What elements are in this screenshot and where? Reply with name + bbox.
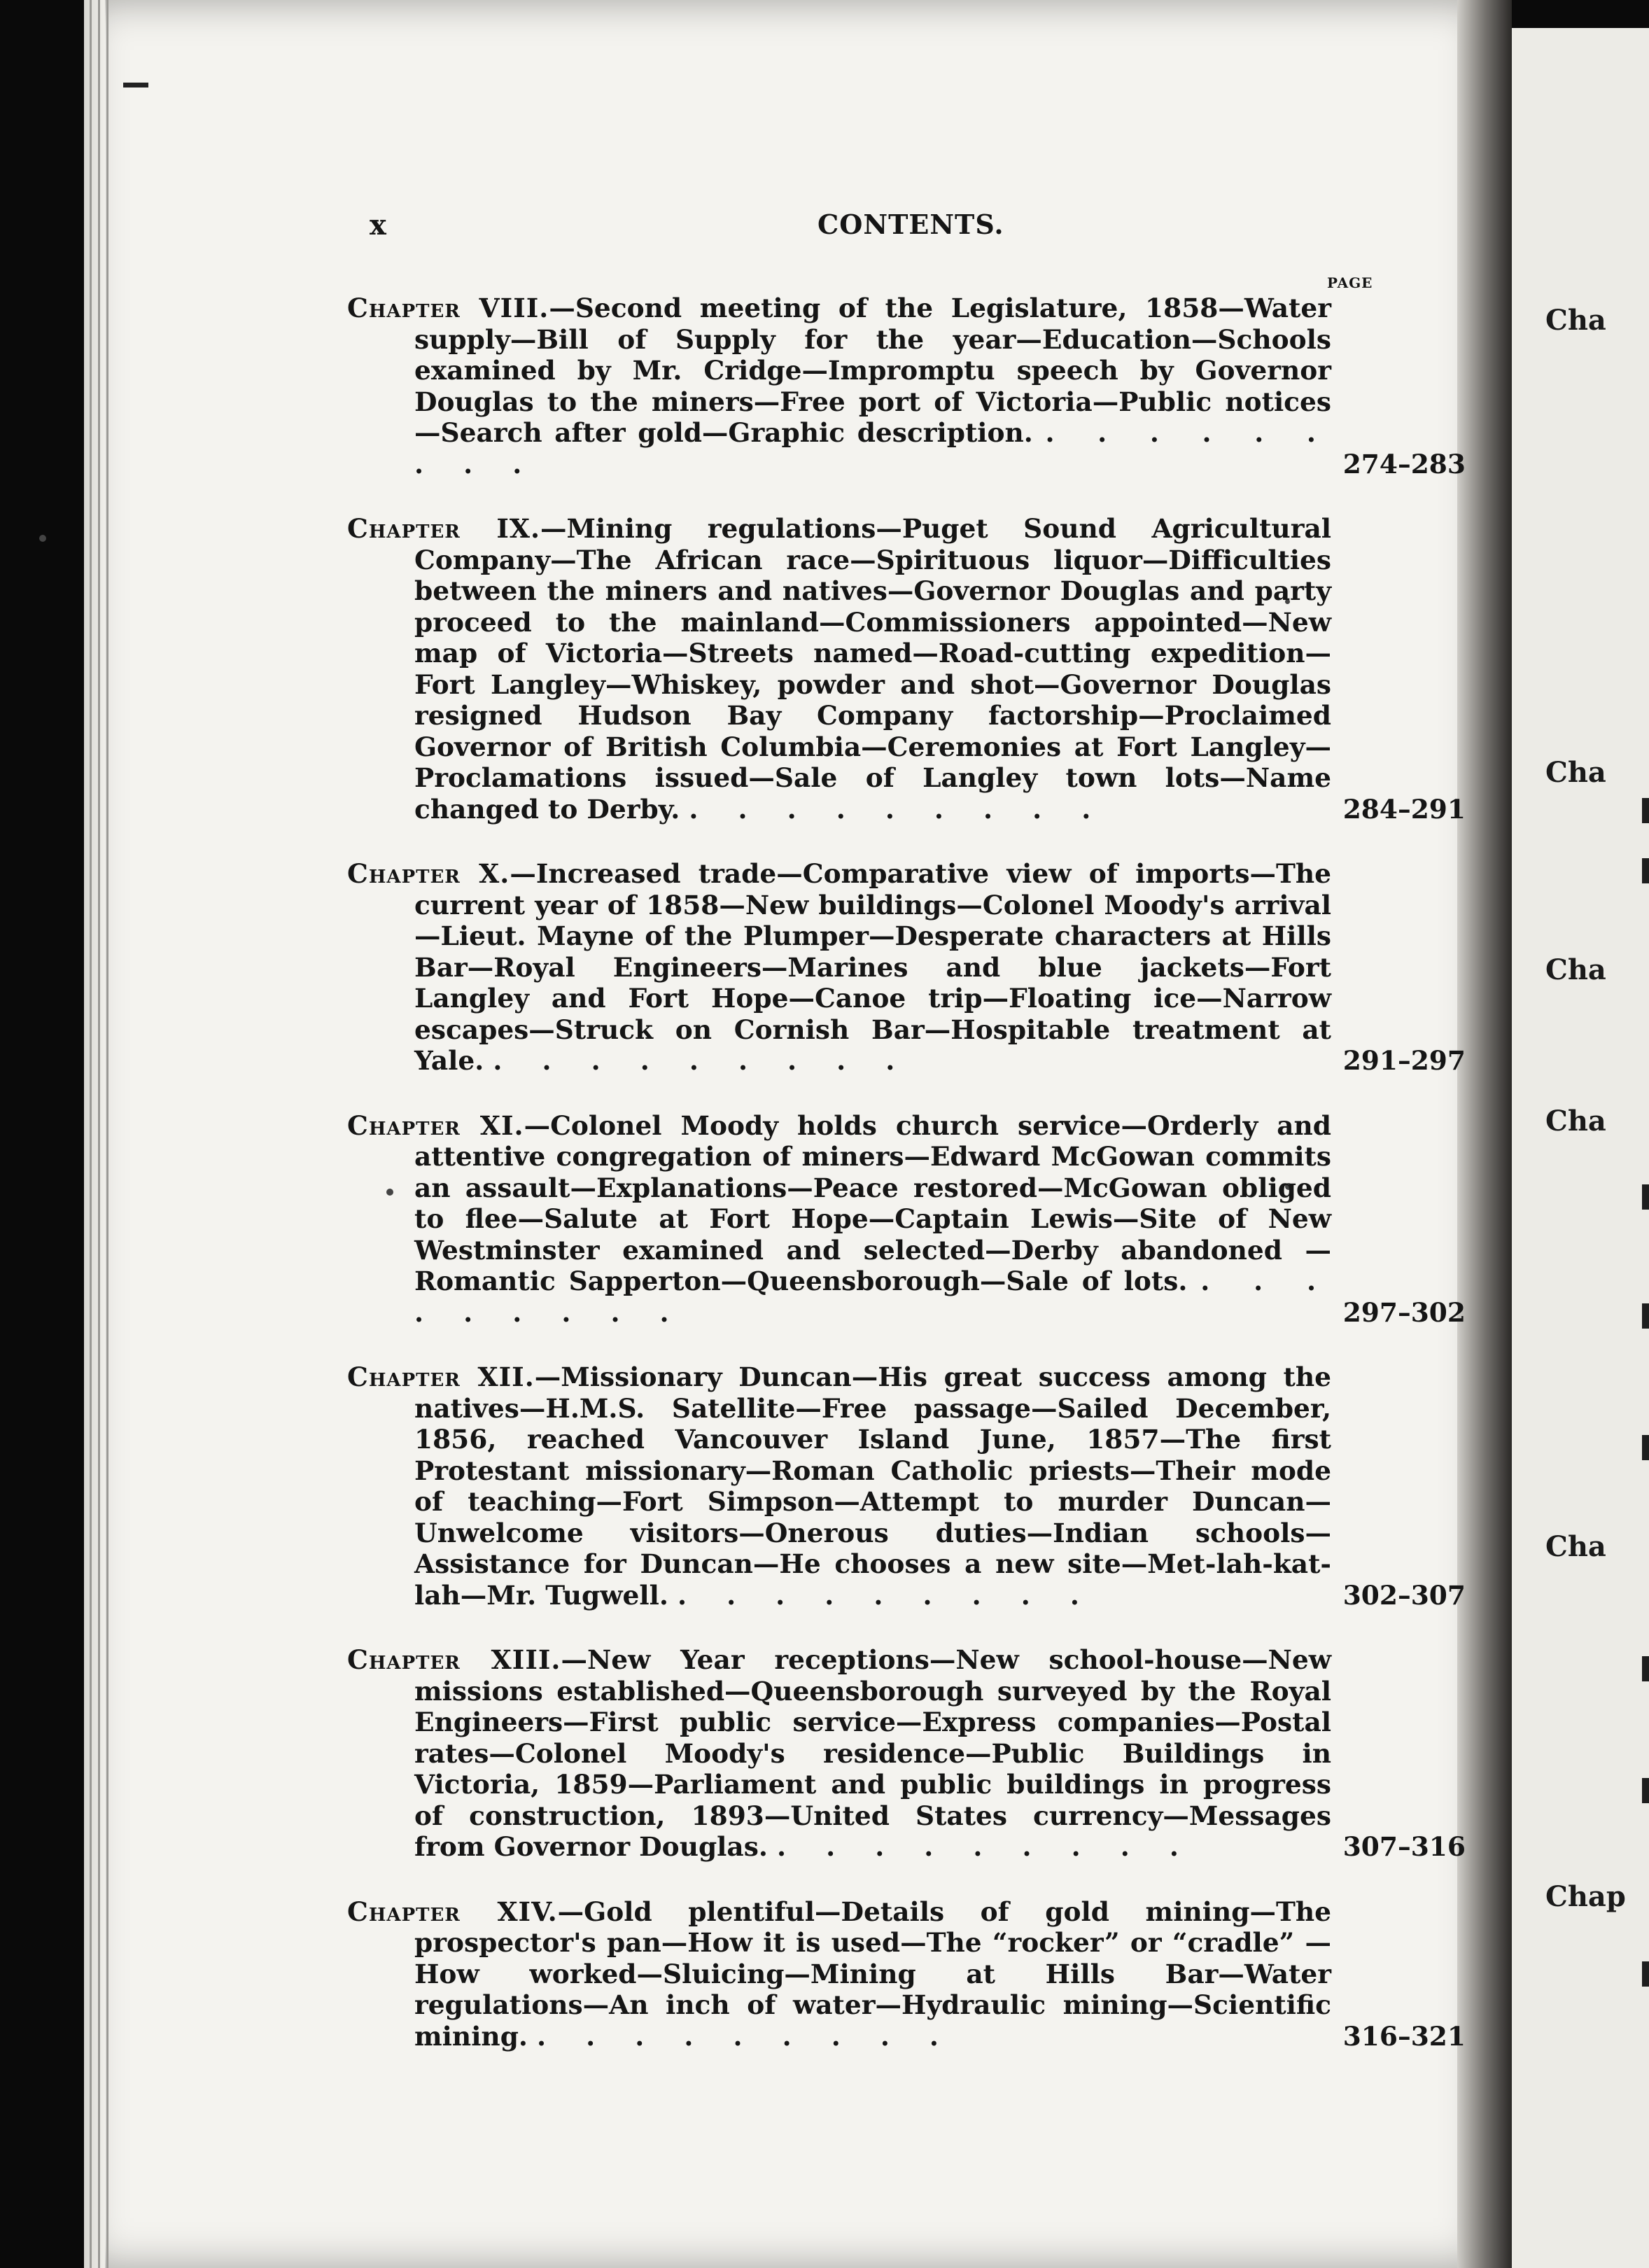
running-head <box>370 209 1279 251</box>
chapter-label: Chapter XI. <box>347 1110 524 1141</box>
chapter-summary: —Mining regulations—Puget Sound Agricultural Company—The African race—Spirituous liquor—Difficulties between the miners and natives—Governor Douglas and party proceed to the mainland—Commissioners appointed—New map of Victoria—Streets named—Road-cutting expedition—Fort Langley—Whiskey, powder and shot—Governor Douglas resigned Hudson Bay Company factorship—Proclaimed Governor of British Columbia—Ceremonies at Fort Langley—Proclamations issued—Sale of Langley town lots—Name changed to Derby. <box>414 513 1331 825</box>
facing-page-mark <box>1642 1656 1649 1681</box>
contents-entry <box>347 1644 1466 1863</box>
page-range: 284–291 <box>1342 793 1466 825</box>
facing-page-mark <box>1642 858 1649 883</box>
page-range: 316–321 <box>1342 2020 1466 2052</box>
page-edge-line <box>98 0 100 2268</box>
scan-speck <box>39 535 46 542</box>
contents-entry <box>347 858 1466 1077</box>
page-folio: x <box>370 209 386 241</box>
dot-leader: . . . . . . . . . <box>414 417 1331 479</box>
contents-list <box>347 293 1466 2085</box>
dot-leader: . . . . . . . . . <box>677 1579 1095 1611</box>
facing-page-text: Cha <box>1545 304 1606 337</box>
chapter-summary: —Missionary Duncan—His great success among the natives—H.M.S. Satellite—Free passage—Sailed December, 1856, reached Vancouver Island June, 1857—The first Protestant missionary—Roman Catholic priests—Their mode of teaching—Fort Simpson—Attempt to murder Duncan—Unwelcome visitors—Onerous duties—Indian schools—Assistance for Duncan—He chooses a new site—Met-lah-kat-lah—Mr. Tugwell. <box>414 1362 1332 1611</box>
facing-page-text: Chap <box>1545 1880 1626 1913</box>
contents-entry <box>347 513 1466 825</box>
page-edge-line <box>90 0 92 2268</box>
page-left-edge <box>84 0 105 2268</box>
chapter-label: Chapter XIII. <box>347 1644 561 1675</box>
chapter-summary: —Increased trade—Comparative view of imports—The current year of 1858—New buildings—Colonel Moody's arrival—Lieut. Mayne of the Plumper—Desperate characters at Hills Bar—Royal Engineers—Marines and blue jackets—Fort Langley and Fort Hope—Canoe trip—Floating ice—Narrow escapes—Struck on Cornish Bar—Hospitable treatment at Yale. <box>414 858 1331 1076</box>
page-range: 274–283 <box>1342 448 1466 479</box>
facing-page-mark <box>1642 1303 1649 1329</box>
dot-leader: . . . . . . . . . <box>689 793 1107 825</box>
chapter-label: Chapter IX. <box>347 513 541 544</box>
contents-entry <box>347 1362 1466 1611</box>
facing-page-text: Cha <box>1545 1105 1606 1138</box>
chapter-summary: —Second meeting of the Legislature, 1858—Water supply—Bill of Supply for the year—Education—Schools examined by Mr. Cridge—Impromptu speech by Governor Douglas to the miners—Free port of Victoria—Public notices —Search after gold—Graphic description. <box>414 293 1331 448</box>
contents-entry <box>347 1896 1466 2052</box>
facing-page-text: Cha <box>1545 1530 1606 1563</box>
chapter-summary: —New Year receptions—New school-house—New missions established—Queensborough surveyed by the Royal Engineers—First public service—Express companies—Postal rates—Colonel Moody's residence—Public Buildings in Victoria, 1859—Parliament and public buildings in progress of construction, 1893—United States currency—Messages from Governor Douglas. <box>414 1644 1331 1862</box>
chapter-summary: —Gold plentiful—Details of gold mining—The prospector's pan—How it is used—The “rocker” or “cradle” —How worked—Sluicing—Mining at Hills Bar—Water regulations—An inch of water—Hydraulic mining—Scientific mining. <box>414 1896 1331 2052</box>
facing-page-fragment <box>1512 28 1649 2268</box>
dot-leader: . . . . . . . . . <box>537 2020 954 2052</box>
margin-mark <box>123 83 148 88</box>
page-column-label: PAGE <box>1327 274 1373 291</box>
contents-entry <box>347 293 1466 479</box>
facing-page-text: Cha <box>1545 756 1606 789</box>
chapter-label: Chapter XII. <box>347 1362 535 1392</box>
chapter-summary: —Colonel Moody holds church service—Orderly and attentive congregation of miners—Edward McGowan commits an assault—Explanations—Peace restored—McGowan obliged to flee—Salute at Fort Hope—Captain Lewis—Site of New Westminster examined and selected—Derby abandoned —Romantic Sapperton—Queensborough—Sale of lots. <box>414 1110 1331 1296</box>
facing-page-mark <box>1642 1435 1649 1460</box>
page-range: 302–307 <box>1342 1579 1466 1611</box>
chapter-label: Chapter VIII. <box>347 293 549 323</box>
dot-leader: . . . . . . . . . <box>493 1045 911 1076</box>
page-range: 297–302 <box>1342 1296 1466 1328</box>
page-title: CONTENTS. <box>818 209 1004 240</box>
facing-page-mark <box>1642 798 1649 823</box>
dot-leader: . . . . . . . . . <box>414 1266 1332 1328</box>
chapter-label: Chapter XIV. <box>347 1896 558 1927</box>
page-range: 307–316 <box>1342 1831 1466 1862</box>
page-edge-line <box>106 0 108 2268</box>
book-gutter <box>1457 0 1512 2268</box>
chapter-label: Chapter X. <box>347 858 510 889</box>
facing-page-mark <box>1642 1961 1649 1987</box>
page-range: 291–297 <box>1342 1045 1466 1076</box>
contents-entry <box>347 1110 1466 1329</box>
facing-page-mark <box>1642 1184 1649 1210</box>
facing-page-mark <box>1642 1778 1649 1803</box>
dot-leader: . . . . . . . . . <box>776 1831 1194 1862</box>
facing-page-text: Cha <box>1545 953 1606 986</box>
